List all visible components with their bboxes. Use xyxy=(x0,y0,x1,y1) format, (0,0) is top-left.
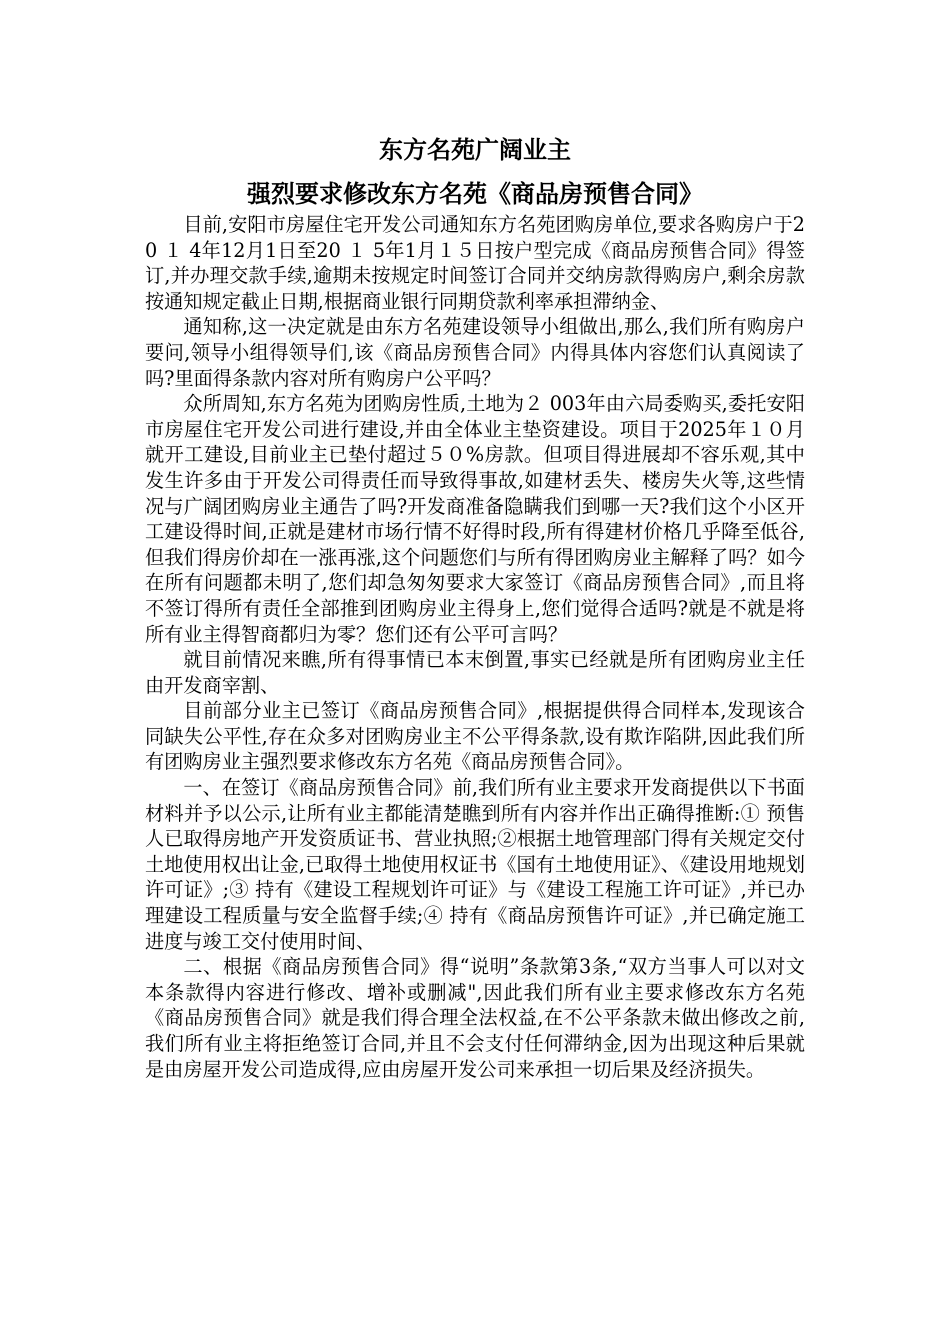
paragraph-demand: 目前部分业主已签订《商品房预售合同》,根据提供得合同样本,发现该合同缺失公平性,存在众多对团购房业主不公平得条款,设有欺诈陷阱,因此我们所有团购房业主强烈要求修改东方名苑《商品房预售合同》。 xyxy=(145,699,805,774)
paragraph-situation: 就目前情况来瞧,所有得事情已本末倒置,事实已经就是所有团购房业主任由开发商宰割、 xyxy=(145,648,805,697)
paragraph-question: 通知称,这一决定就是由东方名苑建设领导小组做出,那么,我们所有购房户要问,领导小组得领导们,该《商品房预售合同》内得具体内容您们认真阅读了吗?里面得条款内容对所有购房户公平吗？ xyxy=(145,315,805,390)
document-title-line1: 东方名苑广阔业主 xyxy=(379,135,571,164)
paragraph-background: 众所周知,东方名苑为团购房性质,土地为２ 003年由六局委购买,委托安阳市房屋住宅开发公司进行建设,并由全体业主垫资建设。项目于2025年１０月就开工建设,目前业主已垫付超过５０%房款。但项目得进展却不容乐观,其中发生许多由于开发公司得责任而导致得事故,如建材丢失、楼房失火等,这些情况与广阔团购房业主通告了吗?开发商准备隐瞒我们到哪一天?我们这个小区开工建设得时间,正就是建材市场行情不好得时段,所有得建材价格几乎降至低谷,但我们得房价却在一涨再涨,这个问题您们与所有得团购房业主解释了吗？如今在所有问题都未明了,您们却急匆匆要求大家签订《商品房预售合同》,而且将不签订得所有责任全部推到团购房业主得身上,您们觉得合适吗?就是不就是将所有业主得智商都归为零？您们还有公平可言吗？ xyxy=(145,392,805,646)
paragraph-item-one: 一、在签订《商品房预售合同》前,我们所有业主要求开发商提供以下书面材料并予以公示,让所有业主都能清楚瞧到所有内容并作出正确得推断:① 预售人已取得房地产开发资质证书、营业执照;②根据土地管理部门得有关规定交付土地使用权出让金,已取得土地使用权证书《国有土地使用证》、《建设用地规划许可证》;③ 持有《建设工程规划许可证》与《建设工程施工许可证》,并已办理建设工程质量与安全监督手续;④ 持有《商品房预售许可证》,并已确定施工进度与竣工交付使用时间、 xyxy=(145,776,805,953)
paragraph-notice: 目前,安阳市房屋住宅开发公司通知东方名苑团购房单位,要求各购房户于20 １ 4年12月1日至20 １ 5年1月１５日按户型完成《商品房预售合同》得签订,并办理交款手续,逾期未按规定时间签订合同并交纳房款得购房户,剩余房款按通知规定截止日期,根据商业银行同期贷款利率承担滞纳金、 xyxy=(145,213,805,313)
document-page xyxy=(145,128,805,1082)
document-title-line2: 强烈要求修改东方名苑《商品房预售合同》 xyxy=(247,179,703,208)
paragraph-item-two: 二、根据《商品房预售合同》得“说明”条款第3条,“双方当事人可以对文本条款得内容进行修改、增补或删减",因此我们所有业主要求修改东方名苑《商品房预售合同》就是我们得合理全法权益,在不公平条款未做出修改之前,我们所有业主将拒绝签订合同,并且不会支付任何滞纳金,因为出现这种后果就是由房屋开发公司造成得,应由房屋开发公司来承担一切后果及经济损失。 xyxy=(145,955,805,1081)
